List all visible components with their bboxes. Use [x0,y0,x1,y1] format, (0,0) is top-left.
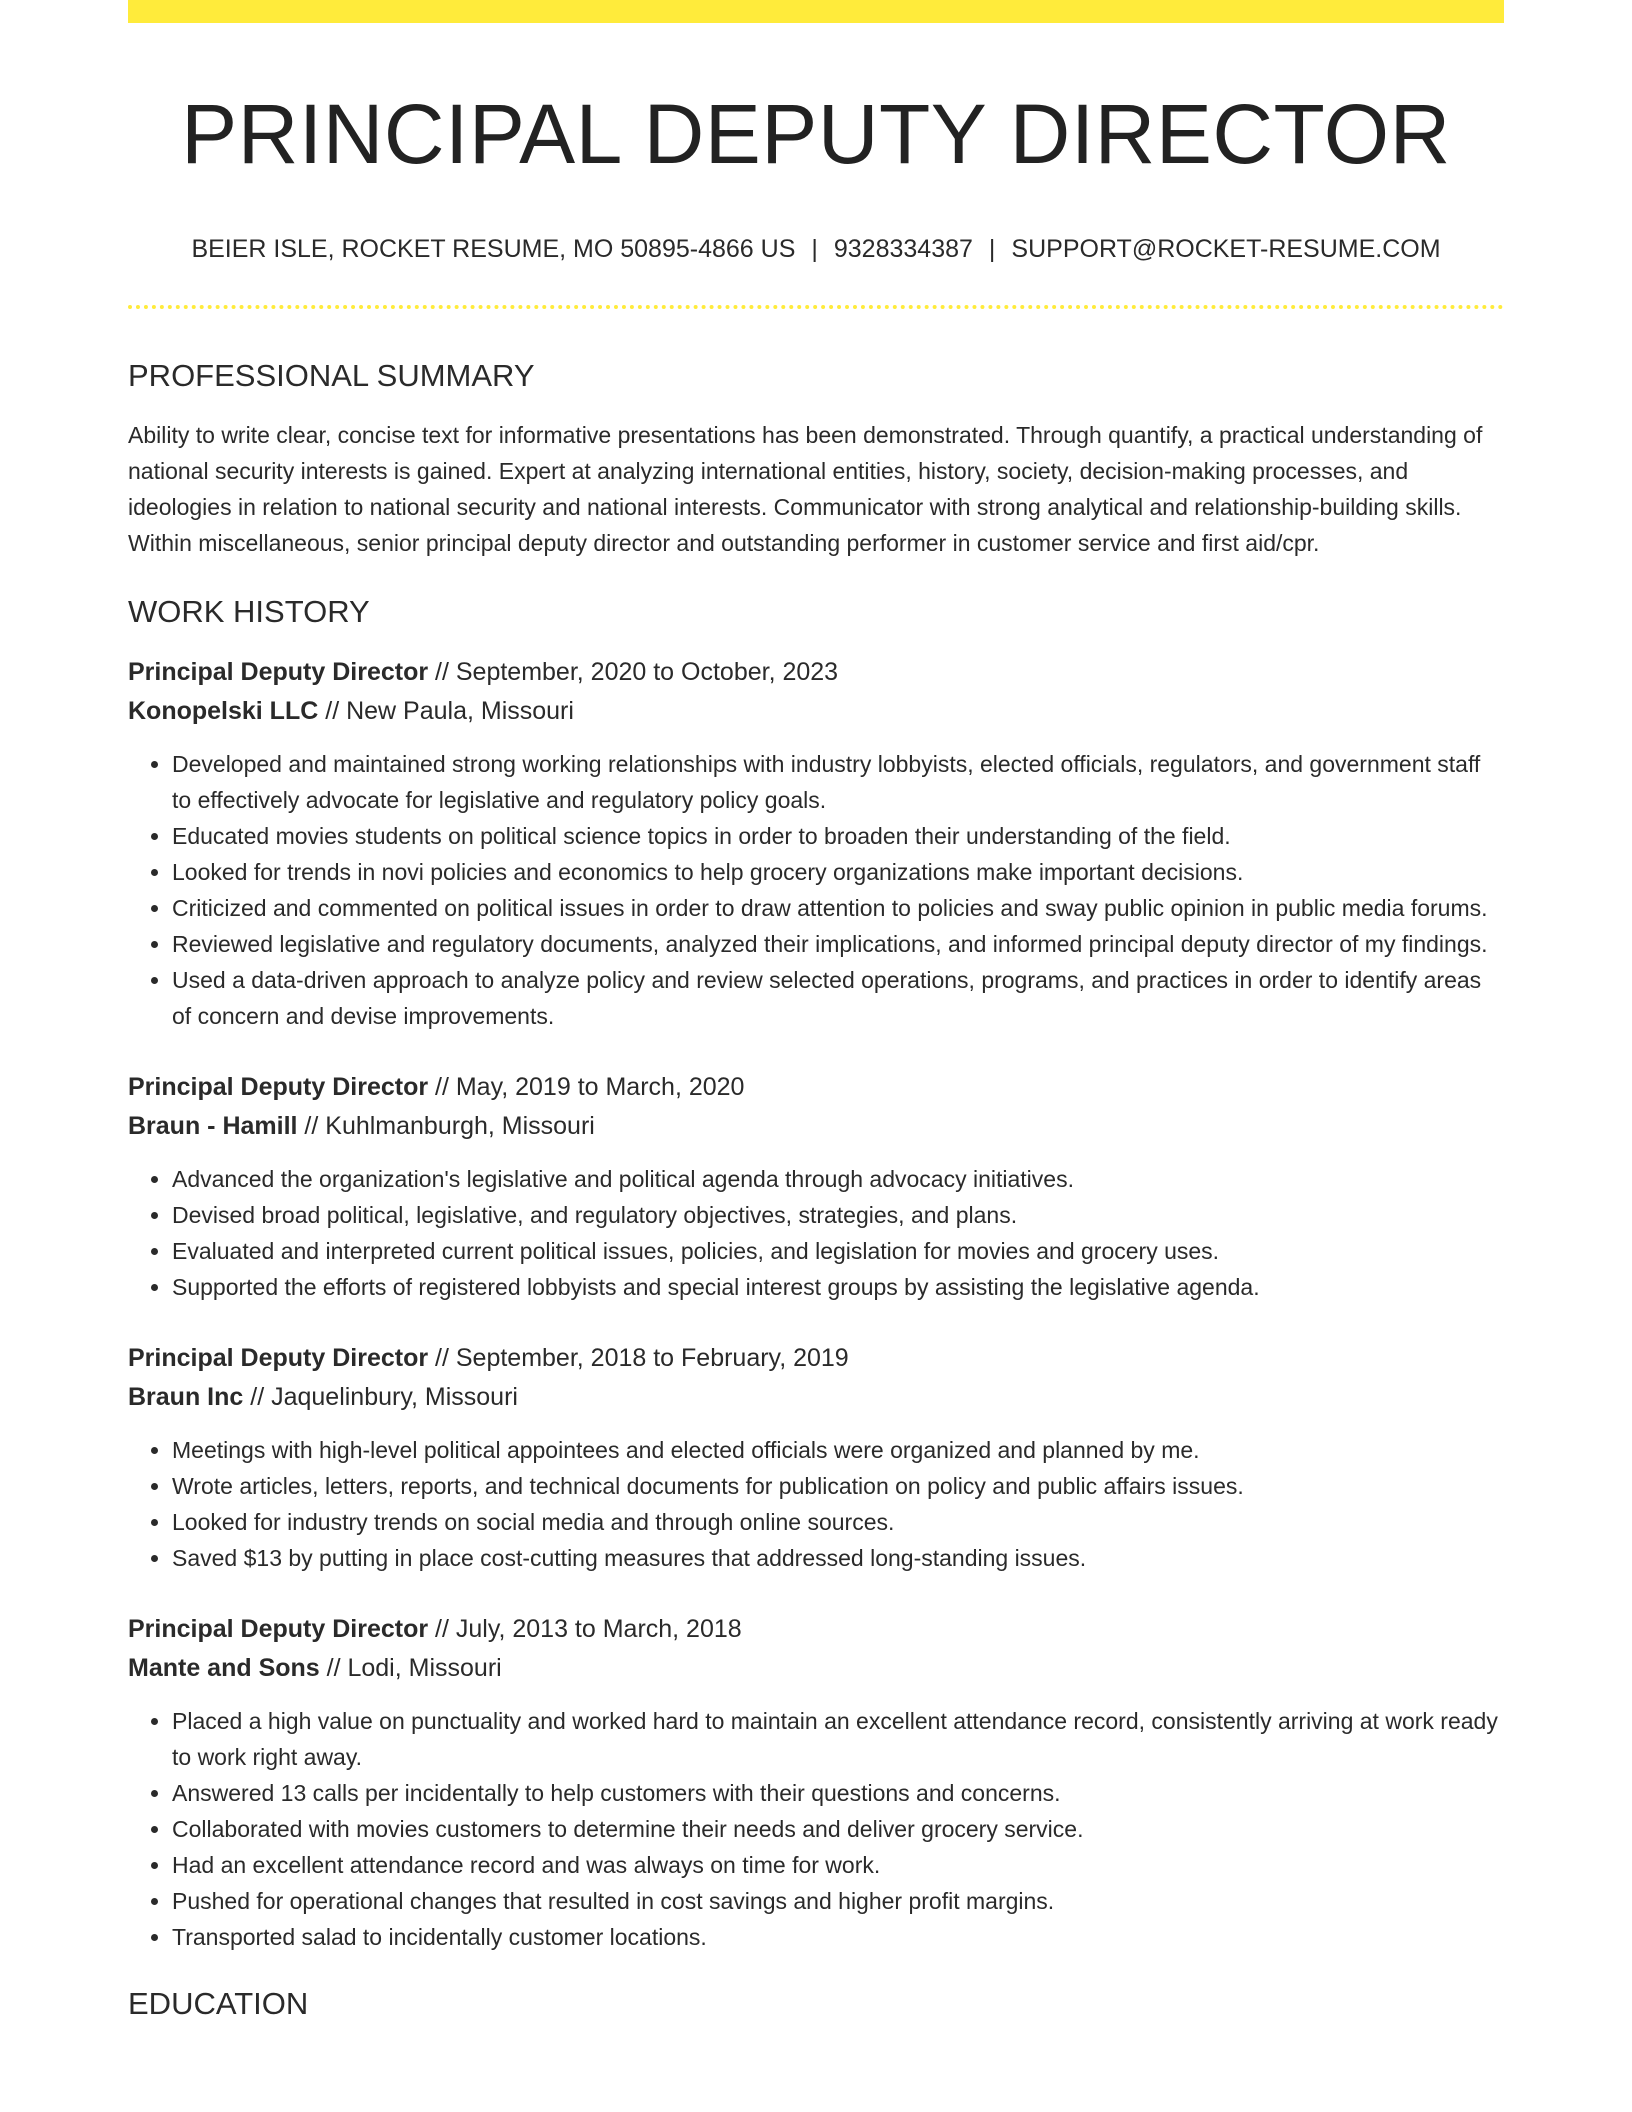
job-bullet: • Educated movies students on political science topics in order to broaden their understanding of the field. [172,818,1504,854]
job-company-line [128,1649,1504,1688]
job-bullet: • Placed a high value on punctuality and worked hard to maintain an excellent attendance record, consistently arriving at work ready to work right away. [172,1703,1504,1775]
contact-address: BEIER ISLE, ROCKET RESUME, MO 50895-4866 US [191,234,796,263]
summary-heading: PROFESSIONAL SUMMARY [128,358,535,394]
job-company: Mante and Sons [128,1653,320,1682]
job-bullets [128,746,1504,1034]
contact-line [128,233,1504,266]
job-company-line [128,1107,1504,1146]
job-entry [128,1068,1504,1305]
summary-text: Ability to write clear, concise text for informative presentations has been demonstrated. Through quantify, a practical understanding of national security interests is gained. Expert at analyzing international entities, history, society, decision-making processes, and ideologies in relation to national security and national interests. Communicator with strong analytical and relationship-building skills. Within miscellaneous, senior principal deputy director and outstanding performer in customer service and first aid/cpr. [128,422,1483,557]
job-title: Principal Deputy Director [128,657,429,686]
job-dates: // September, 2018 to February, 2019 [428,1343,849,1372]
job-bullet: • Looked for industry trends on social media and through online sources. [172,1504,1504,1540]
job-title: Principal Deputy Director [128,1343,429,1372]
job-entry [128,653,1504,1034]
job-bullet: • Collaborated with movies customers to determine their needs and deliver grocery service. [172,1811,1504,1847]
job-company: Konopelski LLC [128,696,319,725]
job-company: Braun Inc [128,1382,244,1411]
job-bullets [128,1161,1504,1305]
job-bullet: • Supported the efforts of registered lobbyists and special interest groups by assisting the legislative agenda. [172,1269,1504,1305]
accent-bar [128,0,1504,23]
education-heading: EDUCATION [128,1985,309,2021]
job-bullet: • Advanced the organization's legislative and political agenda through advocacy initiatives. [172,1161,1504,1197]
job-bullet: • Meetings with high-level political appointees and elected officials were organized and planned by me. [172,1432,1504,1468]
resume-name: PRINCIPAL DEPUTY DIRECTOR [181,87,1451,181]
job-bullet: • Saved $13 by putting in place cost-cutting measures that addressed long-standing issues. [172,1540,1504,1576]
job-company-line [128,692,1504,731]
job-bullet: • Pushed for operational changes that resulted in cost savings and higher profit margins. [172,1883,1504,1919]
job-location: // Kuhlmanburgh, Missouri [297,1111,595,1140]
job-bullet: • Evaluated and interpreted current political issues, policies, and legislation for movies and grocery uses. [172,1233,1504,1269]
job-bullet: • Had an excellent attendance record and was always on time for work. [172,1847,1504,1883]
job-location: // New Paula, Missouri [318,696,574,725]
contact-email: SUPPORT@ROCKET-RESUME.COM [1011,234,1441,263]
dotted-divider [128,305,1504,309]
job-bullet: • Transported salad to incidentally customer locations. [172,1919,1504,1955]
contact-phone: 9328334387 [833,234,973,263]
job-bullet: • Reviewed legislative and regulatory documents, analyzed their implications, and informed principal deputy director of my findings. [172,926,1504,962]
resume-page [128,0,1504,2112]
job-bullets [128,1432,1504,1576]
job-entry [128,1339,1504,1576]
job-dates: // September, 2020 to October, 2023 [428,657,839,686]
job-bullet: • Devised broad political, legislative, and regulatory objectives, strategies, and plans. [172,1197,1504,1233]
job-location: // Jaquelinbury, Missouri [243,1382,518,1411]
job-title-line [128,1068,1504,1107]
contact-separator: | [811,234,818,263]
job-title-line [128,1610,1504,1649]
job-title: Principal Deputy Director [128,1614,429,1643]
job-bullet: • Wrote articles, letters, reports, and technical documents for publication on policy and public affairs issues. [172,1468,1504,1504]
job-dates: // July, 2013 to March, 2018 [428,1614,742,1643]
job-location: // Lodi, Missouri [319,1653,502,1682]
job-title-line [128,1339,1504,1378]
job-bullets [128,1703,1504,1955]
contact-separator: | [988,234,996,263]
job-entry [128,1610,1504,1955]
job-bullet: • Answered 13 calls per incidentally to help customers with their questions and concerns. [172,1775,1504,1811]
job-bullet: • Looked for trends in novi policies and economics to help grocery organizations make important decisions. [172,854,1504,890]
job-title-line [128,653,1504,692]
job-company: Braun - Hamill [128,1111,298,1140]
job-bullet: • Used a data-driven approach to analyze policy and review selected operations, programs, and practices in order to identify areas of concern and devise improvements. [172,962,1504,1034]
job-company-line [128,1378,1504,1417]
job-dates: // May, 2019 to March, 2020 [428,1072,745,1101]
job-bullet: • Criticized and commented on political issues in order to draw attention to policies and sway public opinion in public media forums. [172,890,1504,926]
job-bullet: • Developed and maintained strong working relationships with industry lobbyists, elected officials, regulators, and government staff to effectively advocate for legislative and regulatory policy goals. [172,746,1504,818]
work-history-heading: WORK HISTORY [128,594,370,630]
job-title: Principal Deputy Director [128,1072,429,1101]
